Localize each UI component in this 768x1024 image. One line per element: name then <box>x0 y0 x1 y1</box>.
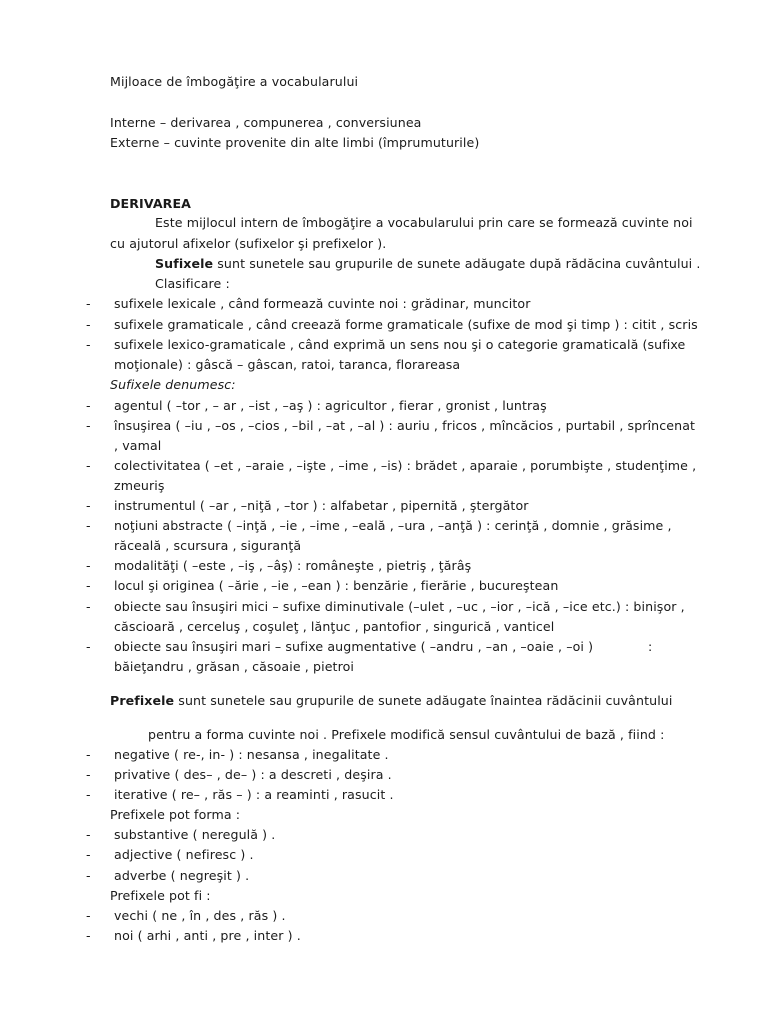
list-bullet: - <box>86 317 91 332</box>
list-item: vechi ( ne , în , des , răs ) . <box>114 908 286 923</box>
derivarea-definition-line-1: Este mijlocul intern de îmbogăţire a vocabularului prin care se formează cuvinte noi <box>155 215 693 230</box>
list-item: adjective ( nefiresc ) . <box>114 847 254 862</box>
interne-line: Interne – derivarea , compunerea , conversiunea <box>110 115 422 130</box>
list-item: agentul ( –tor , – ar , –ist , –aş ) : agricultor , fierar , gronist , luntraş <box>114 398 547 413</box>
list-item: sufixele lexico-gramaticale , când exprimă un sens nou şi o categorie gramaticală (sufixe <box>114 337 686 352</box>
list-bullet: - <box>86 498 91 513</box>
list-item-continuation: căscioară , cerceluş , coşuleţ , lănţuc , pantofior , singurică , vanticel <box>114 619 555 634</box>
derivarea-heading: DERIVAREA <box>110 196 192 211</box>
list-item: iterative ( re– , răs – ) : a reaminti , rasucit . <box>114 787 394 802</box>
list-item: obiecte sau însuşiri mari – sufixe augmentative ( –andru , –an , –oaie , –oi ) <box>114 639 594 654</box>
list-bullet: - <box>86 928 91 943</box>
prefixele-definition-text: sunt sunetele sau grupurile de sunete adăugate înaintea rădăcinii cuvântului <box>174 693 673 708</box>
list-bullet: - <box>86 418 91 433</box>
list-item: obiecte sau însuşiri mici – sufixe diminutivale (–ulet , –uc , –ior , –ică , –ice etc.) : binişor , <box>114 599 685 614</box>
list-item: noţiuni abstracte ( –inţă , –ie , –ime , –eală , –ura , –anţă ) : cerinţă , domnie , grăsime , <box>114 518 672 533</box>
sufixele-term: Sufixele <box>155 256 214 271</box>
list-item-continuation: moţionale) : gâscă – gâscan, ratoi, taranca, florareasa <box>114 357 461 372</box>
prefixele-definition <box>110 693 672 709</box>
sufixele-definition-text: sunt sunetele sau grupurile de sunete adăugate după rădăcina cuvântului . <box>213 256 701 271</box>
clasificare-label: Clasificare : <box>155 276 230 291</box>
list-item: sufixele lexicale , când formează cuvinte noi : grădinar, muncitor <box>114 296 531 311</box>
list-item: colectivitatea ( –et , –araie , –işte , –ime , –is) : brădet , aparaie , porumbişte , studenţime , <box>114 458 697 473</box>
list-item: negative ( re-, in- ) : nesansa , inegalitate . <box>114 747 389 762</box>
list-bullet: - <box>86 847 91 862</box>
list-bullet: - <box>86 639 91 654</box>
list-bullet: - <box>86 296 91 311</box>
list-bullet: - <box>86 578 91 593</box>
externe-line: Externe – cuvinte provenite din alte limbi (împrumuturile) <box>110 135 480 150</box>
list-item: privative ( des– , de– ) : a descreti , deşira . <box>114 767 392 782</box>
list-item: modalităţi ( –este , –iş , –âş) : româneşte , pietriş , ţărâş <box>114 558 472 573</box>
list-bullet: - <box>86 787 91 802</box>
list-bullet: - <box>86 908 91 923</box>
list-bullet: - <box>86 398 91 413</box>
list-item: instrumentul ( –ar , –niţă , –tor ) : alfabetar , pipernită , ştergător <box>114 498 529 513</box>
list-item-continuation: răceală , scursura , siguranţă <box>114 538 302 553</box>
list-item-colon: : <box>648 639 653 654</box>
sufixele-denumesc-label: Sufixele denumesc: <box>110 377 236 392</box>
list-bullet: - <box>86 767 91 782</box>
list-bullet: - <box>86 868 91 883</box>
list-bullet: - <box>86 827 91 842</box>
list-bullet: - <box>86 518 91 533</box>
list-item: locul şi originea ( –ărie , –ie , –ean ) : benzărie , fierărie , bucureştean <box>114 578 559 593</box>
list-item: noi ( arhi , anti , pre , inter ) . <box>114 928 301 943</box>
prefixele-definition-line-2: pentru a forma cuvinte noi . Prefixele modifică sensul cuvântului de bază , fiind : <box>148 727 665 742</box>
prefixele-pot-fi-label: Prefixele pot fi : <box>110 888 211 903</box>
derivarea-definition-line-2: cu ajutorul afixelor (sufixelor şi prefixelor ). <box>110 236 387 251</box>
prefixele-term: Prefixele <box>110 693 175 708</box>
prefixele-pot-forma-label: Prefixele pot forma : <box>110 807 241 822</box>
list-bullet: - <box>86 337 91 352</box>
list-bullet: - <box>86 558 91 573</box>
list-item-continuation: băieţandru , grăsan , căsoaie , pietroi <box>114 659 354 674</box>
list-item-continuation: , vamal <box>114 438 162 453</box>
list-item: sufixele gramaticale , când creează forme gramaticale (sufixe de mod şi timp ) : citit , scris <box>114 317 698 332</box>
list-item: substantive ( neregulă ) . <box>114 827 276 842</box>
list-bullet: - <box>86 747 91 762</box>
sufixele-definition <box>155 256 700 272</box>
page-title: Mijloace de îmbogăţire a vocabularului <box>110 74 359 89</box>
list-item: adverbe ( negreşit ) . <box>114 868 250 883</box>
list-bullet: - <box>86 599 91 614</box>
list-item-continuation: zmeuriş <box>114 478 165 493</box>
list-bullet: - <box>86 458 91 473</box>
list-item: însuşirea ( –iu , –os , –cios , –bil , –at , –al ) : auriu , fricos , mîncăcios , purtabil , sprîncenat <box>114 418 696 433</box>
